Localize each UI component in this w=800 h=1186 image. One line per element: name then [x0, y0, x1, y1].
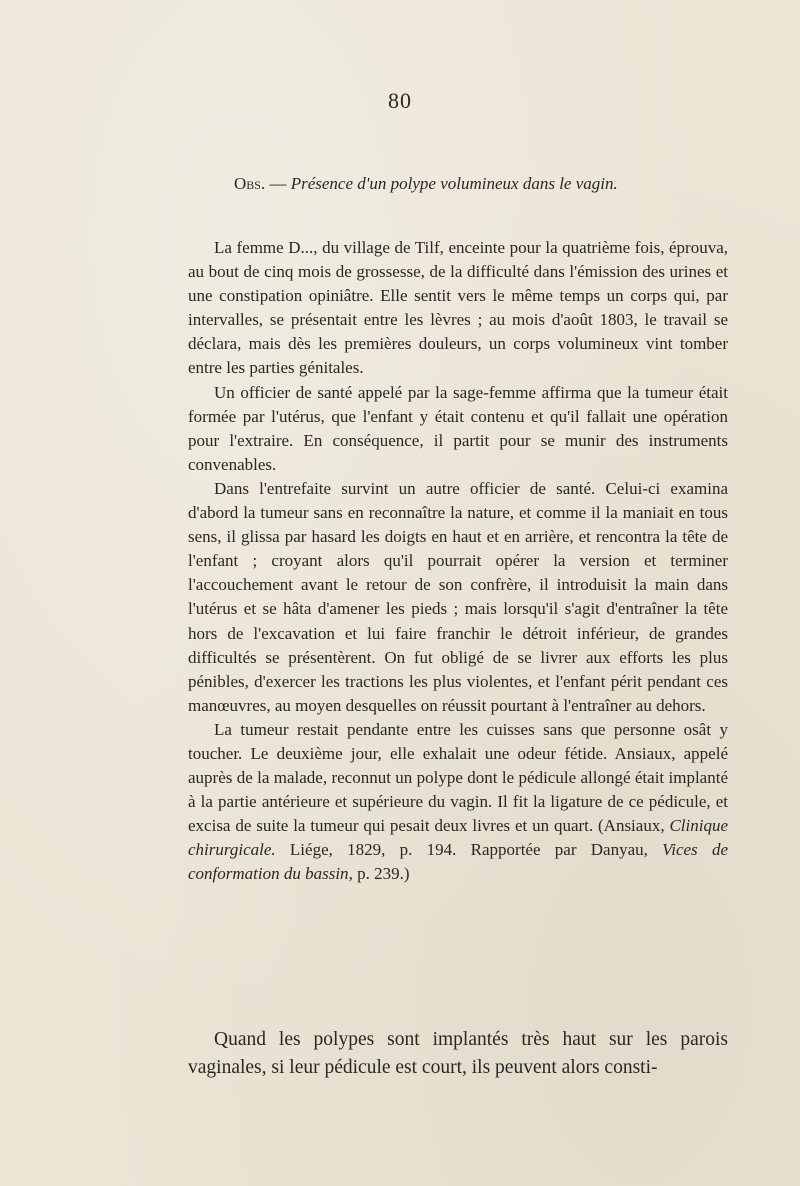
- paragraph: Dans l'entrefaite survint un autre officier de santé. Celui-ci examina d'abord la tumeur sans en reconnaître la nature, et comme il la maniait en tous sens, il glissa par hasard les doigts en haut et en arrière, et rencontra la tête de l'enfant ; croyant alors qu'il pourrait opérer la version et terminer l'accouchement avant le retour de son confrère, il introduisit la main dans l'utérus et se hâta d'amener les pieds ; mais lorsqu'il s'agit d'entraîner la tête hors de l'excavation et lui faire franchir le détroit inférieur, de grandes difficultés se présentèrent. On fut obligé de se livrer aux efforts les plus pénibles, d'exercer les tractions les plus violentes, et l'enfant périt pendant ces manœuvres, au moyen desquelles on réussit pourtant à l'entraîner au dehors.: [188, 478, 728, 715]
- closing-paragraph: Quand les polypes sont implantés très haut sur les parois vaginales, si leur pédicule est court, ils peuvent alors consti-: [188, 1029, 728, 1078]
- paragraph-with-citation: [188, 718, 728, 887]
- paragraph: La femme D..., du village de Tilf, enceinte pour la quatrième fois, éprouva, au bout de cinq mois de grossesse, de la difficulté dans l'émission des urines et une constipation opiniâtre. Elle sentit vers le même temps un corps qui, par intervalles, se présentait entre les lèvres ; au mois d'août 1803, le travail se déclara, mais dès les premières douleurs, un corps volumineux vint tomber entre les parties génitales.: [188, 238, 728, 378]
- observation-dash: —: [265, 174, 291, 193]
- citation-details: Liége, 1829, p. 194. Rapportée par Danyau,: [275, 840, 663, 860]
- citation-pages: , p. 239.): [348, 864, 410, 884]
- citation-title: Vices de conformation du bassin: [188, 840, 728, 884]
- closing-text: [188, 1026, 728, 1082]
- observation-heading: [234, 174, 618, 194]
- observation-body: [188, 236, 728, 887]
- paragraph: Un officier de santé appelé par la sage-femme affirma que la tumeur était formée par l'utérus, que l'enfant y était contenu et qu'il fallait une opération pour l'extraire. En conséquence, il partit pour se munir des instruments convenables.: [188, 382, 728, 474]
- observation-title: Présence d'un polype volumineux dans le vagin.: [290, 174, 618, 193]
- citation-title: Clinique chirurgicale.: [188, 816, 728, 860]
- paragraph-text: La tumeur restait pendante entre les cuisses sans que personne osât y toucher. Le deuxième jour, elle exhalait une odeur fétide. Ansiaux, appelé auprès de la malade, reconnut un polype dont le pédicule allongé était implanté à la partie antérieure et supérieure du vagin. Il fit la ligature de ce pédicule, et excisa de suite la tumeur qui pesait deux livres et un quart. (Ansiaux,: [188, 719, 728, 836]
- page-number: 80: [388, 88, 412, 113]
- observation-label: Obs.: [234, 174, 266, 193]
